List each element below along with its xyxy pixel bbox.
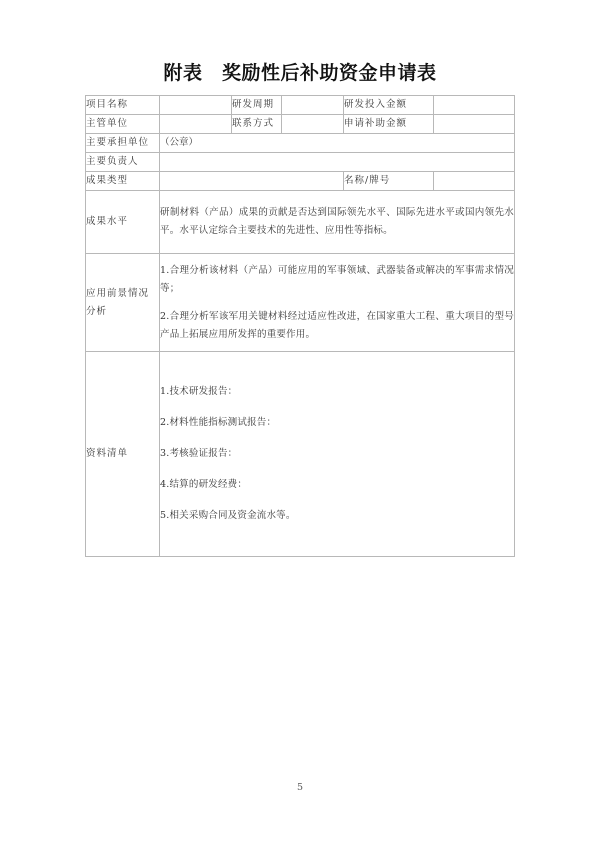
label-material-list: 资料清单: [86, 352, 160, 557]
table-row-principal: [86, 153, 515, 172]
field-achievement-level[interactable]: [160, 191, 515, 254]
field-project-name[interactable]: [160, 96, 232, 115]
application-prospect-paragraph-2: 2.合理分析军该军用关键材料经过适应性改进，在国家重大工程、重大项目的型号产品上拓展应用所发挥的重要作用。: [160, 310, 514, 340]
label-subsidy-applied-amount: 申请补助金额: [344, 115, 434, 134]
list-item: 1.技术研发报告：: [160, 386, 238, 398]
label-application-prospect: 应用前景情况分析: [86, 254, 160, 352]
field-subsidy-applied-amount[interactable]: [434, 115, 515, 134]
table-row-achievement-type: [86, 172, 515, 191]
field-contact-method[interactable]: [282, 115, 344, 134]
page-title: 附表 奖励性后补助资金申请表: [163, 62, 437, 84]
label-achievement-level: 成果水平: [86, 191, 160, 254]
table-row-achievement-level: [86, 191, 515, 254]
label-project-name: 项目名称: [86, 96, 160, 115]
label-achievement-type: 成果类型: [86, 172, 160, 191]
list-item: 3.考核验证报告：: [160, 448, 238, 460]
field-rd-period[interactable]: [282, 96, 344, 115]
label-undertaking-unit: 主要承担单位: [86, 134, 160, 153]
table-row-project: [86, 96, 515, 115]
table-row-application-prospect: [86, 254, 515, 352]
label-contact-method: 联系方式: [232, 115, 282, 134]
field-undertaking-unit-seal[interactable]: （公章）: [160, 134, 515, 153]
table-row-material-list: [86, 352, 515, 557]
field-material-list[interactable]: [160, 352, 515, 557]
field-name-brand[interactable]: [434, 172, 515, 191]
list-item: 4.结算的研发经费：: [160, 479, 248, 491]
application-form-table: [85, 95, 515, 557]
label-supervising-unit: 主管单位: [86, 115, 160, 134]
achievement-level-paragraph: 研制材料（产品）成果的贡献是否达到国际领先水平、国际先进水平或国内领先水平。水平认定综合主要技术的先进性、应用性等指标。: [160, 207, 514, 237]
page-number: 5: [296, 782, 304, 793]
table-row-supervisor: [86, 115, 515, 134]
list-item: 5.相关采购合同及资金流水等。: [160, 510, 296, 522]
field-supervising-unit[interactable]: [160, 115, 232, 134]
label-rd-investment-amount: 研发投入金额: [344, 96, 434, 115]
list-item: 2.材料性能指标测试报告：: [160, 417, 277, 429]
field-achievement-type[interactable]: [160, 172, 344, 191]
label-rd-period: 研发周期: [232, 96, 282, 115]
field-principal-person[interactable]: [160, 153, 515, 172]
field-application-prospect[interactable]: [160, 254, 515, 352]
application-prospect-paragraph-1: 1.合理分析该材料（产品）可能应用的军事领域、武器装备或解决的军事需求情况等；: [160, 264, 514, 294]
field-rd-investment-amount[interactable]: [434, 96, 515, 115]
table-row-undertaking-unit: [86, 134, 515, 153]
label-name-brand: 名称/牌号: [344, 172, 434, 191]
label-principal-person: 主要负责人: [86, 153, 160, 172]
